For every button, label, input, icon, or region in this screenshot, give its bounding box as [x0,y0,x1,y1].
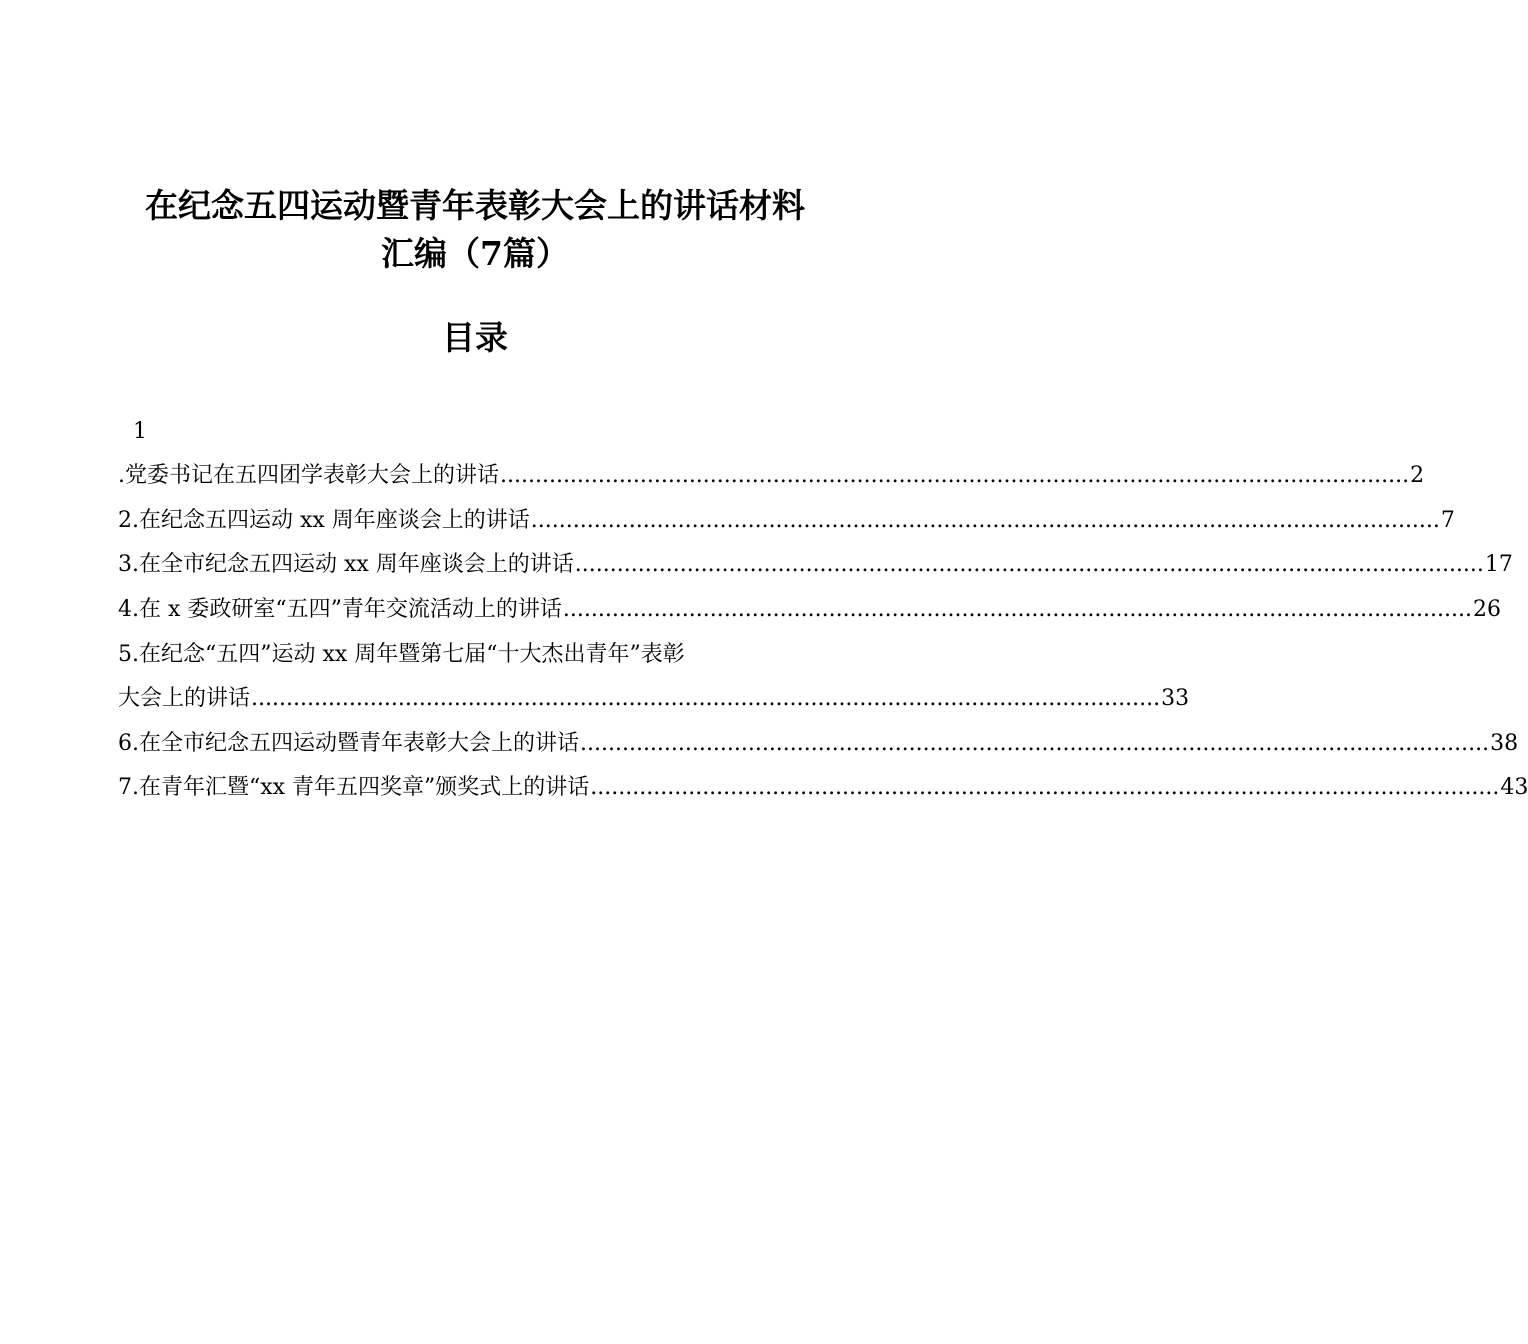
toc-entry-page-number: 33 [1161,686,1190,711]
toc-entry-1-number: 1 [133,419,147,444]
dot-leader: .................................................................................................................................. [580,731,1490,756]
toc-entry-label: 6.在全市纪念五四运动暨青年表彰大会上的讲话 [118,731,579,756]
toc-entry-page-number: 7 [1440,508,1455,533]
toc-entry-6[interactable] [118,728,1519,760]
toc-entry-label: 7.在青年汇暨“xx 青年五四奖章”颁奖式上的讲话 [118,775,590,800]
toc-entry-2[interactable] [118,505,1455,537]
toc-entry-label: 4.在 x 委政研室“五四”青年交流活动上的讲话 [118,597,562,622]
toc-entry-label: 2.在纪念五四运动 xx 周年座谈会上的讲话 [118,508,530,533]
toc-entry-page-number: 26 [1473,597,1502,622]
toc-entry-5[interactable] [118,683,1190,715]
document-title-line-2: 汇编（7篇） [381,234,569,273]
toc-entry-page-number: 2 [1410,463,1425,488]
toc-entry-page-number: 17 [1484,552,1513,577]
dot-leader: .................................................................................................................................. [590,775,1500,800]
toc-entry-4[interactable] [118,594,1502,626]
toc-entry-label: 大会上的讲话 [118,686,251,711]
dot-leader: .................................................................................................................................. [574,552,1484,577]
toc-entry-3[interactable] [118,549,1513,581]
dot-leader: .................................................................................................................................. [251,686,1161,711]
toc-entry-page-number: 38 [1490,731,1519,756]
toc-entry-7[interactable] [118,772,1528,804]
dot-leader: .................................................................................................................................. [500,463,1410,488]
dot-leader: .................................................................................................................................. [562,597,1473,622]
toc-entry-label: .党委书记在五四团学表彰大会上的讲话 [118,463,499,488]
dot-leader: .................................................................................................................................. [530,508,1440,533]
document-title-line-1: 在纪念五四运动暨青年表彰大会上的讲话材料 [145,186,805,225]
toc-entry-page-number: 43 [1500,775,1528,800]
toc-entry-label: 3.在全市纪念五四运动 xx 周年座谈会上的讲话 [118,552,574,577]
toc-entry-1[interactable] [118,460,1425,492]
toc-heading: 目录 [442,318,508,357]
toc-entry-5-line-1[interactable]: 5.在纪念“五四”运动 xx 周年暨第七届“十大杰出青年”表彰 [118,642,685,667]
